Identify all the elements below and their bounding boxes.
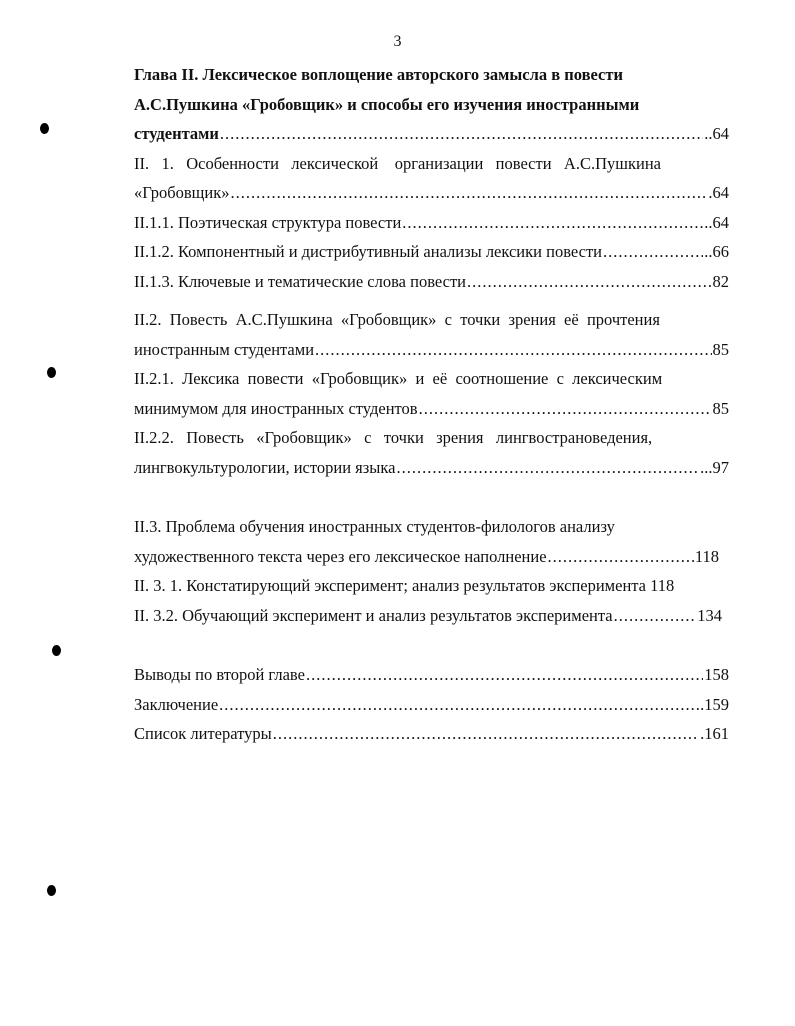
toc-ii-3-2-entry <box>134 601 722 631</box>
leader-dots <box>315 335 711 365</box>
toc-ii-1-page: .64 <box>708 183 729 202</box>
toc-ii-2-2-line-2: лингвокультурологии, истории языка <box>134 457 396 477</box>
toc-conclusion-page: .159 <box>700 694 729 714</box>
toc-ii-2-entry <box>134 335 729 365</box>
toc-ii-2-2-page: ...97 <box>700 457 729 477</box>
leader-dots <box>219 690 699 720</box>
toc-ii-1-1-entry <box>134 208 729 238</box>
toc-ii-1-3-page: 82 <box>712 271 729 291</box>
leader-dots <box>419 394 712 424</box>
toc-conclusions-text: Выводы по второй главе <box>134 665 305 684</box>
leader-dots <box>548 542 694 572</box>
toc-ii-2-line-1: II.2. Повесть А.С.Пушкина «Гробовщик» с точки зрения её прочтения <box>134 310 660 329</box>
leader-dots <box>603 237 703 267</box>
toc-ii-2-2-line-1: II.2.2. Повесть «Гробовщик» с точки зрения лингвострановедения, <box>134 428 653 447</box>
toc-ii-1-entry <box>134 178 729 208</box>
toc-ii-2-1-line-1: II.2.1. Лексика повести «Гробовщик» и её соотношение с лексическим <box>134 369 663 388</box>
toc-ii-3-2-page: 134 <box>697 605 722 625</box>
leader-dots <box>467 267 712 297</box>
toc-ii-1-1-text: II.1.1. Поэтическая структура повести <box>134 212 402 232</box>
toc-ii-1-line-2: «Гробовщик» <box>134 183 230 202</box>
toc-ii-1-1-page: ..64 <box>704 212 729 232</box>
toc-ii-3-line-1: II.3. Проблема обучения иностранных студентов-филологов анализу <box>134 517 615 536</box>
toc-conclusion-entry <box>134 690 729 720</box>
leader-dots <box>231 178 708 208</box>
toc-ii-3-entry <box>134 542 719 572</box>
toc-conclusion-text: Заключение <box>134 694 219 714</box>
toc-references-text: Список литературы <box>134 724 272 743</box>
leader-dots <box>273 719 699 749</box>
leader-dots <box>614 601 697 631</box>
toc-conclusions-entry <box>134 660 729 690</box>
toc-chapter-entry <box>134 119 729 149</box>
toc-ii-3-2-text: II. 3.2. Обучающий эксперимент и анализ результатов эксперимента <box>134 605 613 625</box>
toc-ii-3-page: 118 <box>694 546 719 566</box>
table-of-contents <box>134 60 729 749</box>
toc-ii-1-2-page: ..66 <box>704 242 729 261</box>
toc-conclusions-page: 158 <box>704 665 729 684</box>
toc-ii-2-2-entry <box>134 453 729 483</box>
leader-dots <box>402 208 703 238</box>
toc-references-entry <box>134 719 729 749</box>
binding-hole-mark <box>47 367 56 378</box>
binding-hole-mark <box>47 885 56 896</box>
leader-dots <box>396 453 699 483</box>
toc-ii-2-1-entry <box>134 394 729 424</box>
toc-chapter-line-2: А.С.Пушкина «Гробовщик» и способы его изучения иностранными <box>134 94 640 114</box>
toc-ii-2-1-page: 85 <box>712 398 729 418</box>
toc-chapter-line-1: Глава II. Лексическое воплощение авторского замысла в повести <box>134 65 623 84</box>
toc-chapter-page: ..64 <box>704 124 729 143</box>
toc-ii-2-1-line-2: минимумом для иностранных студентов <box>134 398 418 418</box>
toc-ii-2-line-2: иностранным студентами <box>134 339 315 359</box>
toc-ii-3-1-text: II. 3. 1. Констатирующий эксперимент; анализ результатов эксперимента 118 <box>134 576 675 595</box>
leader-dots <box>220 119 703 149</box>
toc-ii-1-3-text: II.1.3. Ключевые и тематические слова повести <box>134 271 466 291</box>
toc-ii-1-2-text: II.1.2. Компонентный и дистрибутивный анализы лексики повести <box>134 242 602 261</box>
toc-ii-1-3-entry <box>134 267 729 297</box>
toc-ii-1-line-1: II. 1. Особенности лексической организации повести А.С.Пушкина <box>134 153 661 173</box>
toc-chapter-line-3: студентами <box>134 124 219 143</box>
page-number: 3 <box>393 33 402 50</box>
toc-ii-2-page: 85 <box>712 339 729 359</box>
toc-references-page: .161 <box>700 724 729 743</box>
toc-ii-1-2-entry <box>134 237 729 267</box>
binding-hole-mark <box>52 645 61 656</box>
binding-hole-mark <box>40 123 49 134</box>
toc-ii-3-line-2: художественного текста через его лексическое наполнение <box>134 546 547 566</box>
leader-dots <box>306 660 703 690</box>
